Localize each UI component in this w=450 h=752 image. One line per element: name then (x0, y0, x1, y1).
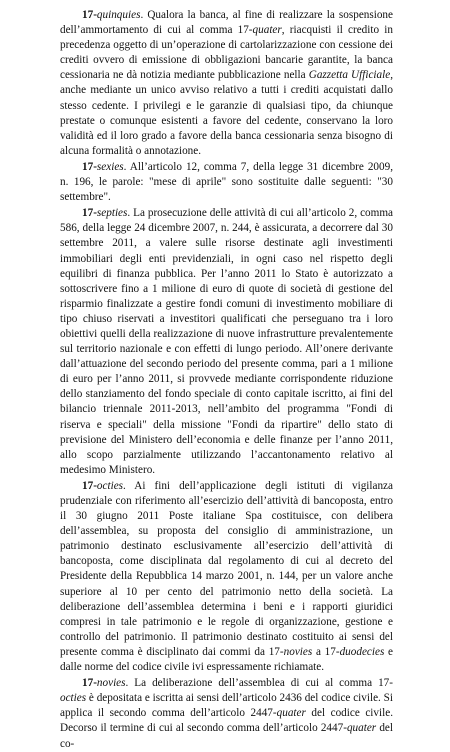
article-suffix: novies (96, 677, 126, 690)
article-number: 17- (82, 207, 97, 220)
text-run: . La deliberazione dell’assemblea di cui al comma 17- (125, 677, 393, 690)
text-run: e dalle norme del codice civile ivi espressamente richiamate. (60, 645, 393, 674)
text-run: Gazzetta Ufficiale (308, 69, 391, 82)
text-run: quater (346, 722, 377, 735)
text-run: novies (283, 645, 313, 658)
text-run: . All’articolo 12, comma 7, della legge 31 dicembre 2009, n. 196, le parole: "mese di aprile" sono sostituite dalle seguenti: "30 settembre". (60, 160, 393, 204)
text-run: a 17- (312, 645, 340, 658)
paragraph-17-octies (60, 479, 393, 675)
text-run: del codice civile. Decorso il termine di cui al secondo comma dell’articolo 2447- (60, 707, 393, 735)
text-run: è depositata e iscritta ai sensi dell’articolo 2436 del codice civile. Si applica il secondo comma dell’articolo 2447- (60, 692, 393, 720)
paragraph-17-sexies (60, 160, 393, 205)
article-suffix: septies (96, 207, 128, 220)
document-page (60, 8, 393, 752)
article-suffix: octies (96, 479, 124, 492)
article-number: 17- (82, 677, 97, 690)
article-suffix: quinquies (96, 9, 141, 21)
article-number: 17- (82, 479, 97, 492)
paragraph-17-septies (60, 206, 393, 478)
text-run: , riacquisti il credito in precedenza oggetto di un’operazione di cartolarizzazione con cessione dei crediti ovvero di emissione di obbligazioni bancarie garantite, la banca cessionaria ne dà notizia mediante pubblicazione nella (60, 24, 393, 82)
text-run: quater (252, 24, 282, 37)
text-run: . Ai fini dell’applicazione degli istituti di vigilanza prudenziale con riferimento all’esercizio dell’attività di bancoposta, entro il 30 giugno 2011 Poste italiane Spa costituisce, con delibera dell’assemblea, su proposta del consiglio di amministrazione, un patrimonio destinato esclusivamente all’esercizio dell’attività di bancoposta, come disciplinata dal regolamento di cui al decreto del Presidente della Repubblica 14 marzo 2001, n. 144, per un valore anche superiore al 10 per cento del patrimonio netto della società. La deliberazione dell’assemblea determina i beni e i rapporti giuridici compresi in tale patrimonio e le regole di organizzazione, gestione e controllo del patrimonio. Il patrimonio destinato costituito ai sensi del presente comma è disciplinato dai commi da 17- (60, 479, 393, 658)
article-suffix: sexies (96, 160, 124, 173)
paragraph-17-quinquies (60, 8, 393, 159)
text-run: . Qualora la banca, al fine di realizzare la sospensione dell’ammortamento di cui al comma 17- (60, 9, 393, 37)
text-run: del co- (60, 722, 394, 750)
text-run: duodecies (339, 645, 385, 658)
text-run: quater (276, 707, 306, 720)
text-run: . La prosecuzione delle attività di cui all’articolo 2, comma 586, della legge 24 dicembre 2007, n. 244, è assicurata, a decorrere dal 30 settembre 2011, a valere sulle risorse destinate agli investimenti immobiliari degli enti previdenziali, in ogni caso nel rispetto degli equilibri di finanza pubblica. Per l’anno 2011 lo Stato è autorizzato a sottoscrivere fino a 1 milione di euro di quote di società di gestione del risparmio finalizzate a gestire fondi comuni di investimento mobiliare di tipo chiuso riservati a investitori qualificati che perseguano tra i loro obiettivi quelli della realizzazione di nuove infrastrutture prevalentemente sul territorio nazionale e con effetti di lungo periodo. All’onere derivante dall’attuazione del secondo periodo del presente comma, pari a 1 milione di euro per l’anno 2011, si provvede mediante corrispondente riduzione dello stanziamento del fondo speciale di conto capitale iscritto, ai fini del bilancio triennale 2011-2013, nell’ambito del programma "Fondi di riserva e speciali" della missione "Fondi da ripartire" dello stato di previsione del Ministero dell’economia e delle finanze per l’anno 2011, allo scopo parzialmente utilizzando l’accantonamento relativo al medesimo Ministero. (60, 207, 393, 476)
text-run: , anche mediante un unico avviso relativo a tutti i crediti acquistati dallo stesso cedente. I privilegi e le garanzie di qualsiasi tipo, da chiunque prestate o comunque esistenti a favore del cedente, conservano la loro validità ed il loro grado a favore della banca cessionaria senza bisogno di alcuna formalità o annotazione. (60, 69, 393, 157)
text-run: octies (60, 692, 87, 705)
article-number: 17- (82, 160, 97, 173)
paragraph-17-novies (60, 676, 393, 751)
article-number: 17- (82, 9, 97, 21)
